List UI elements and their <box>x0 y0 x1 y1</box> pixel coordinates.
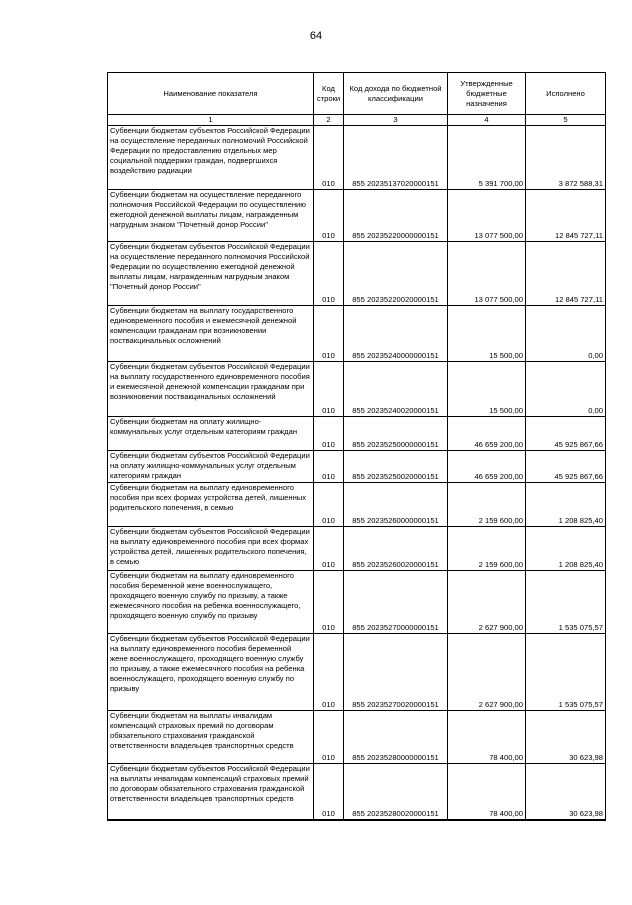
row-income-code: 855 20235250000000151 <box>344 417 448 451</box>
row-code: 010 <box>314 190 344 242</box>
row-income-code: 855 20235270020000151 <box>344 634 448 711</box>
header-approved: Утвержденные бюджетные назначения <box>448 73 526 115</box>
row-name: Субвенции бюджетам субъектов Российской Федерации на выплату государственного единовременного пособия и ежемесячной денежной компенсации гражданам при возникновении поствакцинальных осложнений <box>108 362 314 417</box>
row-name: Субвенции бюджетам на выплату единовременного пособия при всех формах устройства детей, лишенных родительского попечения, в семью <box>108 483 314 527</box>
row-approved: 2 627 900,00 <box>448 571 526 634</box>
row-name: Субвенции бюджетам на выплату единовременного пособия беременной жене военнослужащего, проходящего военную службу по призыву, а также ежемесячного пособия на ребенка военнослужащего, проходящего военную службу по призыву <box>108 571 314 634</box>
row-income-code: 855 20235220020000151 <box>344 242 448 306</box>
header-row <box>108 73 606 115</box>
row-executed: 12 845 727,11 <box>526 242 606 306</box>
header-executed: Исполнено <box>526 73 606 115</box>
row-approved: 78 400,00 <box>448 764 526 820</box>
row-approved: 2 159 600,00 <box>448 527 526 571</box>
row-income-code: 855 20235260000000151 <box>344 483 448 527</box>
table-row <box>108 527 606 571</box>
table-row <box>108 242 606 306</box>
table-row <box>108 306 606 362</box>
row-approved: 46 659 200,00 <box>448 417 526 451</box>
header-income-code: Код дохода по бюджетной классификации <box>344 73 448 115</box>
row-income-code: 855 20235240020000151 <box>344 362 448 417</box>
row-code: 010 <box>314 417 344 451</box>
row-code: 010 <box>314 711 344 764</box>
column-number-row <box>108 115 606 126</box>
row-executed: 1 208 825,40 <box>526 483 606 527</box>
table-row <box>108 451 606 483</box>
row-executed: 45 925 867,66 <box>526 417 606 451</box>
row-executed: 3 872 588,31 <box>526 126 606 190</box>
row-approved: 15 500,00 <box>448 306 526 362</box>
row-code: 010 <box>314 306 344 362</box>
row-executed: 1 535 075,57 <box>526 571 606 634</box>
row-approved: 15 500,00 <box>448 362 526 417</box>
row-code: 010 <box>314 634 344 711</box>
column-number: 3 <box>344 115 448 126</box>
page-number: 64 <box>309 30 323 42</box>
row-code: 010 <box>314 483 344 527</box>
row-income-code: 855 20235260020000151 <box>344 527 448 571</box>
column-number: 2 <box>314 115 344 126</box>
row-executed: 1 535 075,57 <box>526 634 606 711</box>
table-row <box>108 711 606 764</box>
row-name: Субвенции бюджетам на выплаты инвалидам компенсаций страховых премий по договорам обязательного страхования гражданской ответственности владельцев транспортных средств <box>108 711 314 764</box>
table-row <box>108 634 606 711</box>
row-approved: 5 391 700,00 <box>448 126 526 190</box>
table-row <box>108 571 606 634</box>
row-name: Субвенции бюджетам на выплату государственного единовременного пособия и ежемесячной денежной компенсации гражданам при возникновении поствакцинальных осложнений <box>108 306 314 362</box>
row-income-code: 855 20235250020000151 <box>344 451 448 483</box>
row-approved: 2 627 900,00 <box>448 634 526 711</box>
row-executed: 0,00 <box>526 306 606 362</box>
header-name: Наименование показателя <box>108 73 314 115</box>
row-income-code: 855 20235280000000151 <box>344 711 448 764</box>
row-name: Субвенции бюджетам субъектов Российской Федерации на выплату единовременного пособия беременной жене военнослужащего, проходящего военную службу по призыву, а также ежемесячного пособия на ребенка военнослужащего, проходящего военную службу по призыву <box>108 634 314 711</box>
row-executed: 30 623,98 <box>526 711 606 764</box>
row-executed: 45 925 867,66 <box>526 451 606 483</box>
row-name: Субвенции бюджетам субъектов Российской Федерации на выплату единовременного пособия при всех формах устройства детей, лишенных родительского попечения, в семью <box>108 527 314 571</box>
row-name: Субвенции бюджетам субъектов Российской Федерации на осуществление переданных полномочий Российской Федерации по предоставлению отдельных мер социальной поддержки граждан, подвергшихся воздействию радиации <box>108 126 314 190</box>
row-income-code: 855 20235220000000151 <box>344 190 448 242</box>
table-row <box>108 126 606 190</box>
row-income-code: 855 20235270000000151 <box>344 571 448 634</box>
row-name: Субвенции бюджетам на оплату жилищно-коммунальных услуг отдельным категориям граждан <box>108 417 314 451</box>
table-row <box>108 190 606 242</box>
row-code: 010 <box>314 527 344 571</box>
row-approved: 13 077 500,00 <box>448 190 526 242</box>
row-income-code: 855 20235280020000151 <box>344 764 448 820</box>
row-name: Субвенции бюджетам субъектов Российской Федерации на оплату жилищно-коммунальных услуг отдельным категориям граждан <box>108 451 314 483</box>
row-income-code: 855 20235240000000151 <box>344 306 448 362</box>
row-approved: 78 400,00 <box>448 711 526 764</box>
row-approved: 13 077 500,00 <box>448 242 526 306</box>
header-row-code: Код строки <box>314 73 344 115</box>
column-number: 5 <box>526 115 606 126</box>
row-code: 010 <box>314 764 344 820</box>
row-executed: 12 845 727,11 <box>526 190 606 242</box>
row-code: 010 <box>314 362 344 417</box>
row-executed: 30 623,98 <box>526 764 606 820</box>
budget-execution-table <box>107 72 606 821</box>
row-code: 010 <box>314 242 344 306</box>
row-code: 010 <box>314 571 344 634</box>
row-executed: 0,00 <box>526 362 606 417</box>
row-approved: 2 159 600,00 <box>448 483 526 527</box>
row-code: 010 <box>314 451 344 483</box>
row-name: Субвенции бюджетам субъектов Российской Федерации на осуществление переданного полномочия Российской Федерации по осуществлению ежегодной денежной выплаты лицам, награжденным нагрудным знаком "Почетный донор России" <box>108 242 314 306</box>
row-name: Субвенции бюджетам на осуществление переданного полномочия Российской Федерации по осуществлению ежегодной денежной выплаты лицам, награжденным нагрудным знаком "Почетный донор России" <box>108 190 314 242</box>
table-row <box>108 362 606 417</box>
row-executed: 1 208 825,40 <box>526 527 606 571</box>
row-income-code: 855 20235137020000151 <box>344 126 448 190</box>
column-number: 4 <box>448 115 526 126</box>
table-row <box>108 764 606 820</box>
row-approved: 46 659 200,00 <box>448 451 526 483</box>
row-name: Субвенции бюджетам субъектов Российской Федерации на выплаты инвалидам компенсаций страховых премий по договорам обязательного страхования гражданской ответственности владельцев транспортных средств <box>108 764 314 820</box>
column-number: 1 <box>108 115 314 126</box>
table-row <box>108 417 606 451</box>
row-code: 010 <box>314 126 344 190</box>
table-row <box>108 483 606 527</box>
